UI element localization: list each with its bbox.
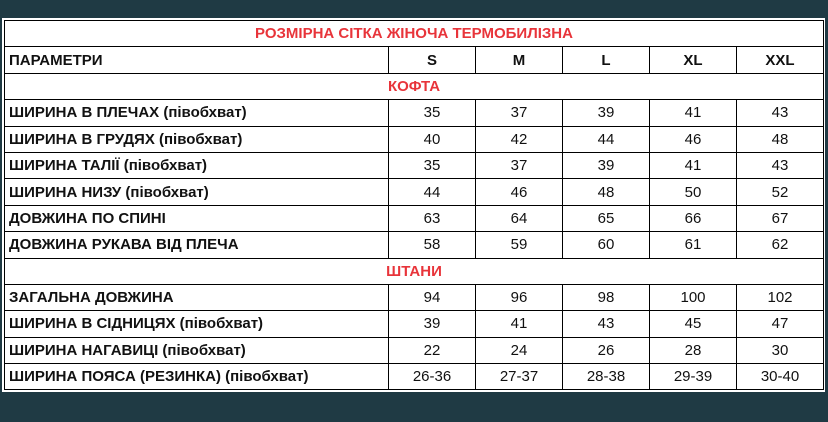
size-value: 44 <box>563 126 650 152</box>
size-value: 52 <box>737 179 824 205</box>
param-label: ДОВЖИНА ПО СПИНІ <box>5 205 389 231</box>
size-value: 22 <box>389 337 476 363</box>
param-label: ШИРИНА В СІДНИЦЯХ (півобхват) <box>5 311 389 337</box>
size-value: 24 <box>476 337 563 363</box>
param-label: ДОВЖИНА РУКАВА ВІД ПЛЕЧА <box>5 232 389 258</box>
size-value: 50 <box>650 179 737 205</box>
table-row <box>5 126 824 152</box>
size-header: L <box>563 47 650 73</box>
size-value: 59 <box>476 232 563 258</box>
size-value: 43 <box>563 311 650 337</box>
section-row <box>5 73 824 99</box>
size-header: XXL <box>737 47 824 73</box>
param-label: ШИРИНА НИЗУ (півобхват) <box>5 179 389 205</box>
size-value: 37 <box>476 152 563 178</box>
table-row <box>5 364 824 390</box>
size-value: 37 <box>476 100 563 126</box>
size-value: 29-39 <box>650 364 737 390</box>
size-chart-table <box>4 20 824 390</box>
param-label: ШИРИНА В ПЛЕЧАХ (півобхват) <box>5 100 389 126</box>
table-row <box>5 100 824 126</box>
size-value: 100 <box>650 284 737 310</box>
table-row <box>5 152 824 178</box>
size-value: 46 <box>650 126 737 152</box>
param-label: ШИРИНА ТАЛІЇ (півобхват) <box>5 152 389 178</box>
size-chart-document <box>2 18 825 392</box>
size-value: 67 <box>737 205 824 231</box>
size-value: 64 <box>476 205 563 231</box>
table-title: РОЗМІРНА СІТКА ЖІНОЧА ТЕРМОБИЛІЗНА <box>5 21 824 47</box>
size-value: 41 <box>650 100 737 126</box>
size-value: 42 <box>476 126 563 152</box>
section-title: ШТАНИ <box>5 258 824 284</box>
size-value: 102 <box>737 284 824 310</box>
table-row <box>5 337 824 363</box>
size-value: 65 <box>563 205 650 231</box>
param-label: ШИРИНА В ГРУДЯХ (півобхват) <box>5 126 389 152</box>
size-value: 26-36 <box>389 364 476 390</box>
size-value: 40 <box>389 126 476 152</box>
param-header: ПАРАМЕТРИ <box>5 47 389 73</box>
section-row <box>5 258 824 284</box>
table-row <box>5 311 824 337</box>
size-value: 35 <box>389 152 476 178</box>
size-value: 61 <box>650 232 737 258</box>
size-value: 41 <box>650 152 737 178</box>
size-value: 66 <box>650 205 737 231</box>
size-header: M <box>476 47 563 73</box>
size-value: 58 <box>389 232 476 258</box>
size-value: 63 <box>389 205 476 231</box>
table-row <box>5 232 824 258</box>
section-title: КОФТА <box>5 73 824 99</box>
title-row <box>5 21 824 47</box>
size-value: 30-40 <box>737 364 824 390</box>
size-header: XL <box>650 47 737 73</box>
size-value: 45 <box>650 311 737 337</box>
table-row <box>5 179 824 205</box>
size-value: 47 <box>737 311 824 337</box>
size-value: 48 <box>737 126 824 152</box>
size-value: 26 <box>563 337 650 363</box>
header-row <box>5 47 824 73</box>
size-value: 94 <box>389 284 476 310</box>
size-value: 41 <box>476 311 563 337</box>
size-value: 96 <box>476 284 563 310</box>
param-label: ЗАГАЛЬНА ДОВЖИНА <box>5 284 389 310</box>
size-value: 28-38 <box>563 364 650 390</box>
size-value: 62 <box>737 232 824 258</box>
size-value: 48 <box>563 179 650 205</box>
size-value: 28 <box>650 337 737 363</box>
table-row <box>5 205 824 231</box>
size-value: 27-37 <box>476 364 563 390</box>
size-value: 43 <box>737 152 824 178</box>
size-value: 43 <box>737 100 824 126</box>
size-value: 39 <box>563 100 650 126</box>
size-value: 98 <box>563 284 650 310</box>
size-value: 46 <box>476 179 563 205</box>
size-value: 35 <box>389 100 476 126</box>
param-label: ШИРИНА ПОЯСА (РЕЗИНКА) (півобхват) <box>5 364 389 390</box>
table-row <box>5 284 824 310</box>
size-value: 39 <box>563 152 650 178</box>
size-value: 39 <box>389 311 476 337</box>
size-header: S <box>389 47 476 73</box>
size-value: 60 <box>563 232 650 258</box>
param-label: ШИРИНА НАГАВИЦІ (півобхват) <box>5 337 389 363</box>
size-value: 44 <box>389 179 476 205</box>
size-value: 30 <box>737 337 824 363</box>
